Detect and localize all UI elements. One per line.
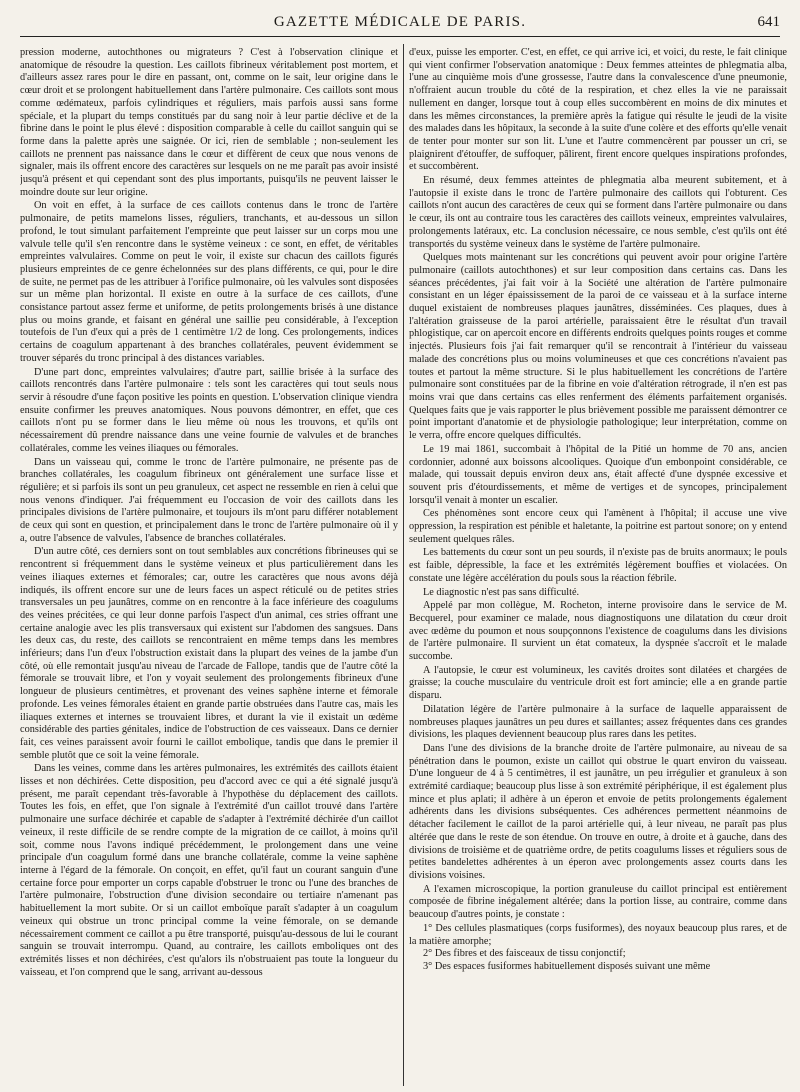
paragraph: Dans l'une des divisions de la branche droite de l'artère pulmonaire, au niveau de sa pénétration dans le poumon, existe un caillot qui obstrue le quart environ du vaisseau. D'une longueur de 4 à 5 centimètres, il est jaunâtre, un peu irrégulier et granuleux à son extrémité cardiaque; beaucoup plus lisse à son extrémité périphérique, il est également plus mince et plus aplati; il adhère à un éperon et envoie de petits prolongements également adhérents dans les divisions subséquentes. Ces adhérences permettent néanmoins de détacher facilement le caillot de la paroi artérielle qui, à leur niveau, ne paraît pas plus altérée que dans le reste de son étendue. On trouve en outre, à droite et à gauche, dans des divisions de troisième et de quatrième ordre, de petits coagulums lisses et réguliers sous de petites bandelettes adhérentes à un éperon avec prolongements assez courts dans les divisions voisines. bbox=[409, 742, 787, 881]
paragraph: D'une part donc, empreintes valvulaires; d'autre part, saillie brisée à la surface des caillots rencontrés dans l'artère pulmonaire : tels sont les caractères qui tout seuls nous servir à résoudre d'une façon positive les points en question. L'observation clinique viendra ensuite confirmer les preuves anatomiques. Nous pouvons démontrer, en effet, que ces caillots n'ont pu se former dans le lieu même où nous les trouvons, et qu'ils ont nécessairement dû prendre naissance dans une veine fournie de valvules et de branches collatérales, comme les veines iliaques ou fémorales. bbox=[20, 366, 398, 454]
paragraph: Appelé par mon collègue, M. Rocheton, interne provisoire dans le service de M. Becquerel, pour examiner ce malade, nous diagnostiquons une dilatation du cœur droit avec œdème du poumon et nous soupçonnons l'existence de coagulums dans les divisions de l'artère pulmonaire. Il survient un état comateux, la dyspnée s'accroît et le malade succombe. bbox=[409, 600, 787, 663]
paragraph: On voit en effet, à la surface de ces caillots contenus dans le tronc de l'artère pulmonaire, de petits mamelons lisses, réguliers, tranchants, et au-dessous un sillon profond, le tout simulant parfaitement l'empreinte que peut laisser sur un corps mou une valvule telle qu'il s'en rencontre dans le système veineux : ce sont, en effet, de véritables empreintes valvulaires. Comme on peut le voir, il existe sur chacun des caillots figurés plusieurs empreintes de ce genre échelonnées sur des plans différents, ce qui, pour le dire de suite, ne permet pas de les attribuer à l'orifice pulmonaire, où les valvules sont disposées sur un même plan horizontal. Il existe en outre à la surface de ces caillots, d'une consistance partout assez ferme et uniforme, de petits prolongements brisés à une distance plus ou moins grande, et faisant en général une saillie peu considérable, à l'exception toutefois de l'un d'eux qui a près de 1 centimètre 1/2 de long. Ces prolongements, indices certains de coagulum appartenant à des branches collatérales, peuvent évidemment se trouver séparés du tronc principal à des distances variables. bbox=[20, 200, 398, 364]
list-item: 3° Des espaces fusiformes habituellement disposés suivant une même bbox=[423, 960, 711, 972]
paragraph: pression moderne, autochthones ou migrateurs ? C'est à l'observation clinique et anatomique de résoudre la question. Les caillots fibrineux véritablement post mortem, et d'ailleurs assez rares pour le dire en passant, ont, comme on le sait, leur origine dans le cœur droit et se prolongent habituellement dans l'artère pulmonaire. Ces caillots sont mous comme œdémateux, parfois cylindriques et réguliers, mais parfois aussi sans forme spéciale, et la plupart du temps constitués par du sang noir à leur partie déclive et de la fibrine dans le point le plus élevé : disposition comparable à celle du caillot sanguin qui se forme dans la palette après une saignée. Or ici, rien de semblable ; non-seulement les caillots ne prennent pas naissance dans le cœur et diffèrent de ceux que nous venons de signaler, mais ils offrent encore des caractères sur lesquels on ne me paraît pas avoir insisté jusqu'à présent et qui cependant sont des plus importants, puisqu'ils ne peuvent laisser le moindre doute sur leur origine. bbox=[20, 47, 398, 198]
page-number: 641 bbox=[757, 14, 780, 30]
column-divider bbox=[403, 44, 404, 1086]
page-header bbox=[20, 12, 780, 37]
paragraph: A l'autopsie, le cœur est volumineux, les cavités droites sont dilatées et chargées de graisse; la couche musculaire du ventricule droit est fort amincie; elle a en grande partie disparu. bbox=[409, 664, 787, 702]
paragraph: En résumé, deux femmes atteintes de phlegmatia alba meurent subitement, et à l'autopsie il existe dans le tronc de l'artère pulmonaire des caillots qui l'obturent. Ces caillots n'ont aucun des caractères de ceux qui se forment dans l'artère pulmonaire ou dans le cœur, ils ont au contraire tous les caractères des caillots veineux, empreintes valvulaires, prolongements latéraux, etc. La conclusion nécessaire, ce nous semble, c'est qu'ils ont été transportés du système veineux dans le système de l'artère pulmonaire. bbox=[409, 175, 787, 250]
list-item: 2° Des fibres et des faisceaux de tissu conjonctif; bbox=[423, 948, 626, 960]
paragraph: Quelques mots maintenant sur les concrétions qui peuvent avoir pour origine l'artère pulmonaire (caillots autochthones) et sur leur composition dans certains cas. Dans les séances précédentes, j'ai fait voir à la Société une altération de l'artère pulmonaire consistant en un léger épaississement de la paroi de ce vaisseau et à la surface interne duquel existaient de nombreuses plaques jaunâtres, disséminées. Ces plaques, dues à l'altération graisseuse de la paroi artérielle, paraissaient être le résultat d'un travail phlogistique, car on apercoit encore en différents endroits quelques points rouges et comme injectés. Plusieurs fois j'ai fait remarquer qu'il se rencontrait à l'intérieur du vaisseau malade des concrétions plus ou moins volumineuses et que ces concrétions n'avaient pas toutes et partout la même structure. Si le plus habituellement les concrétions de l'artère pulmonaire sont constituées par de la fibrine en voie d'altération rétrograde, il n'en est pas moins vrai que dans certains cas elles renferment des éléments parfaitement organisés. Quelques faits que je vais rapporter le plus brièvement possible me paraissent démontrer ce point important d'anatomie et de physiologie pathologique; leur interprétation, comme on le verra, offre encore quelques difficultés. bbox=[409, 252, 787, 442]
paragraph: Le diagnostic n'est pas sans difficulté. bbox=[423, 586, 580, 598]
paragraph: d'eux, puisse les emporter. C'est, en effet, ce qui arrive ici, et voici, du reste, le fait clinique qui vient confirmer l'observation anatomique : Deux femmes atteintes de phlegmatia alba, l'une au cinquième mois d'une grossesse, l'autre dans la convalescence d'une pneumonie, n'offraient aucun trouble du côté de la respiration, et chez elles la vie ne paraissait nullement en danger, lorsque tout à coup elles succombèrent en moins de dix minutes et dans les mêmes circonstances, la première après la fatigue qui résulte le jeudi de la visite des malades dans les hôpitaux, la seconde à la suite d'une colère et des efforts qu'elle venait de tenter pour monter sur son lit. L'une et l'autre commencèrent par pousser un cri, se plaignirent d'étouffer, de suffoquer, pâlirent, firent encore quelques inspirations profondes, et succombèrent. bbox=[409, 47, 787, 173]
paragraph: A l'examen microscopique, la portion granuleuse du caillot principal est entièrement composée de fibrine inégalement altérée; dans la portion lisse, au contraire, comme dans beaucoup d'autres points, je constate : bbox=[409, 883, 787, 921]
running-title: GAZETTE MÉDICALE DE PARIS. bbox=[273, 14, 527, 30]
paragraph: Les battements du cœur sont un peu sourds, il n'existe pas de bruits anormaux; le pouls est faible, dépressible, la face et les extrémités légèrement bouffies et violacées. On constate une légère accélération du pouls sous la réaction fébrile. bbox=[409, 547, 787, 584]
paragraph: Dans un vaisseau qui, comme le tronc de l'artère pulmonaire, ne présente pas de branches collatérales, les coagulum fibrineux ont généralement une surface lisse et régulière; et si parfois ils sont un peu granuleux, cet aspect ne ressemble en rien à celui que nous venons d'indiquer. J'ai fréquemment eu l'occasion de voir des caillots dans les principales divisions de l'artère pulmonaire, et toujours ils m'ont paru différer notablement de ceux qui sont en question, et principalement dans le tronc de l'artère pulmonaire où il y a, outre l'absence de valvules, l'absence de branches collatérales. bbox=[20, 456, 398, 544]
paragraph: Dilatation légère de l'artère pulmonaire à la surface de laquelle apparaissent de nombreuses plaques jaunâtres un peu dures et saillantes; assez fréquentes dans ces grandes divisions, les plaques deviennent beaucoup plus rares dans les petites. bbox=[409, 703, 787, 741]
paragraph: Ces phénomènes sont encore ceux qui l'amènent à l'hôpital; il accuse une vive oppression, la respiration est pénible et haletante, la poitrine est partout sonore; on y entend seulement quelques râles. bbox=[409, 508, 787, 545]
right-column bbox=[409, 47, 787, 1087]
list-item: 1° Des cellules plasmatiques (corps fusiformes), des noyaux beaucoup plus rares, et de la matière amorphe; bbox=[409, 922, 787, 947]
paragraph: Dans les veines, comme dans les artères pulmonaires, les extrémités des caillots étaient lisses et non déchirées. Cette disposition, peu d'accord avec ce qui a été signalé jusqu'à présent, me paraît cependant très-favorable à l'hypothèse du déplacement des caillots. Toutes les fois, en effet, que l'on signale à l'extrémité d'un caillot trouvé dans l'artère pulmonaire une surface déchirée et capable de s'adapter à l'extrémité déchirée d'un caillot veineux, il reste difficile de se rendre compte de la migration de ce caillot, à moins qu'il soit, comme nous l'avons indiqué précédemment, le prolongement dans une veine principale d'un coagulum formé dans une branche collatérale, comme la veine saphène interne à l'égard de la fémorale. On conçoit, en effet, qu'il faut un courant sanguin d'une certaine force pour emporter un corps capable d'obstruer le tronc ou l'une des branches de l'artère pulmonaire, l'obstruction d'une division secondaire ou tertiaire n'amenant pas habituellement la mort subite. Or si un caillot emboïque paraît s'adapter à un coagulum veineux qui obstrue un tronc principal comme la veine fémorale, on se demande nécessairement comment ce caillot a pu être transporté, puisqu'au-dessous de lui le courant sanguin se trouvait interrompu. Quand, au contraire, les caillots emboliques ont des extrémités lisses et non déchirées, c'est qu'alors ils n'obstruaient pas toute la longueur du vaisseau, et l'on comprend que le sang, arrivant au-dessous bbox=[20, 763, 398, 978]
left-column bbox=[20, 47, 398, 1087]
paragraph: Le 19 mai 1861, succombait à l'hôpital de la Pitié un homme de 70 ans, ancien cordonnier, adonné aux boissons alcooliques. Quoique d'un embonpoint considérable, ce malade, qui toussait depuis environ deux ans, était affecté d'une dyspnée excessive et souvent pris d'étourdissements, et même de vertiges et de syncopes, principalement lorsqu'il venait à monter un escalier. bbox=[409, 443, 787, 506]
paragraph: D'un autre côté, ces derniers sont on tout semblables aux concrétions fibrineuses qui se rencontrent si fréquemment dans le système veineux et plus particulièrement dans les veines iliaques externes et fémorales; car, outre les caractères que nous avons déjà indiqués, ils offrent encore sur une de leurs faces un aspect réticulé ou de petites stries transversales un peu jaunâtres, comme on en rencontre à la face inférieure des coagulums des veines précitées, ce qui leur donne parfois l'aspect d'un animal, ces stries offrant une certaine analogie avec les plis transversaux qui existent sur l'abdomen des sangsues. Dans les deux cas, du reste, des caillots se rencontraient en même temps dans les membres inférieurs; dans l'un d'eux l'obstruction existait dans la plupart des veines de la jambe d'un côté, où elle remontait jusqu'au niveau de l'arcade de Fallope, tandis que de l'autre côté la fémorale se trouvait libre, et l'on y voyait seulement des prolongements fibrineux d'une longueur de plusieurs centimètres, et provenant des veines saphène interne et fémorale profonde. Les veines fémorales étaient en grande partie obstruées dans l'autre cas, mais les iliaques externes et internes se trouvaient libres, et durant la vie il existait un œdème considérable des parties génitales, indice de l'obstruction de ces vaisseaux. Dans ce dernier fait, ces veines paraissent avoir fourni le caillot embolique, tandis que dans le premier il semble plutôt que ce soit la veine fémorale. bbox=[20, 546, 398, 761]
